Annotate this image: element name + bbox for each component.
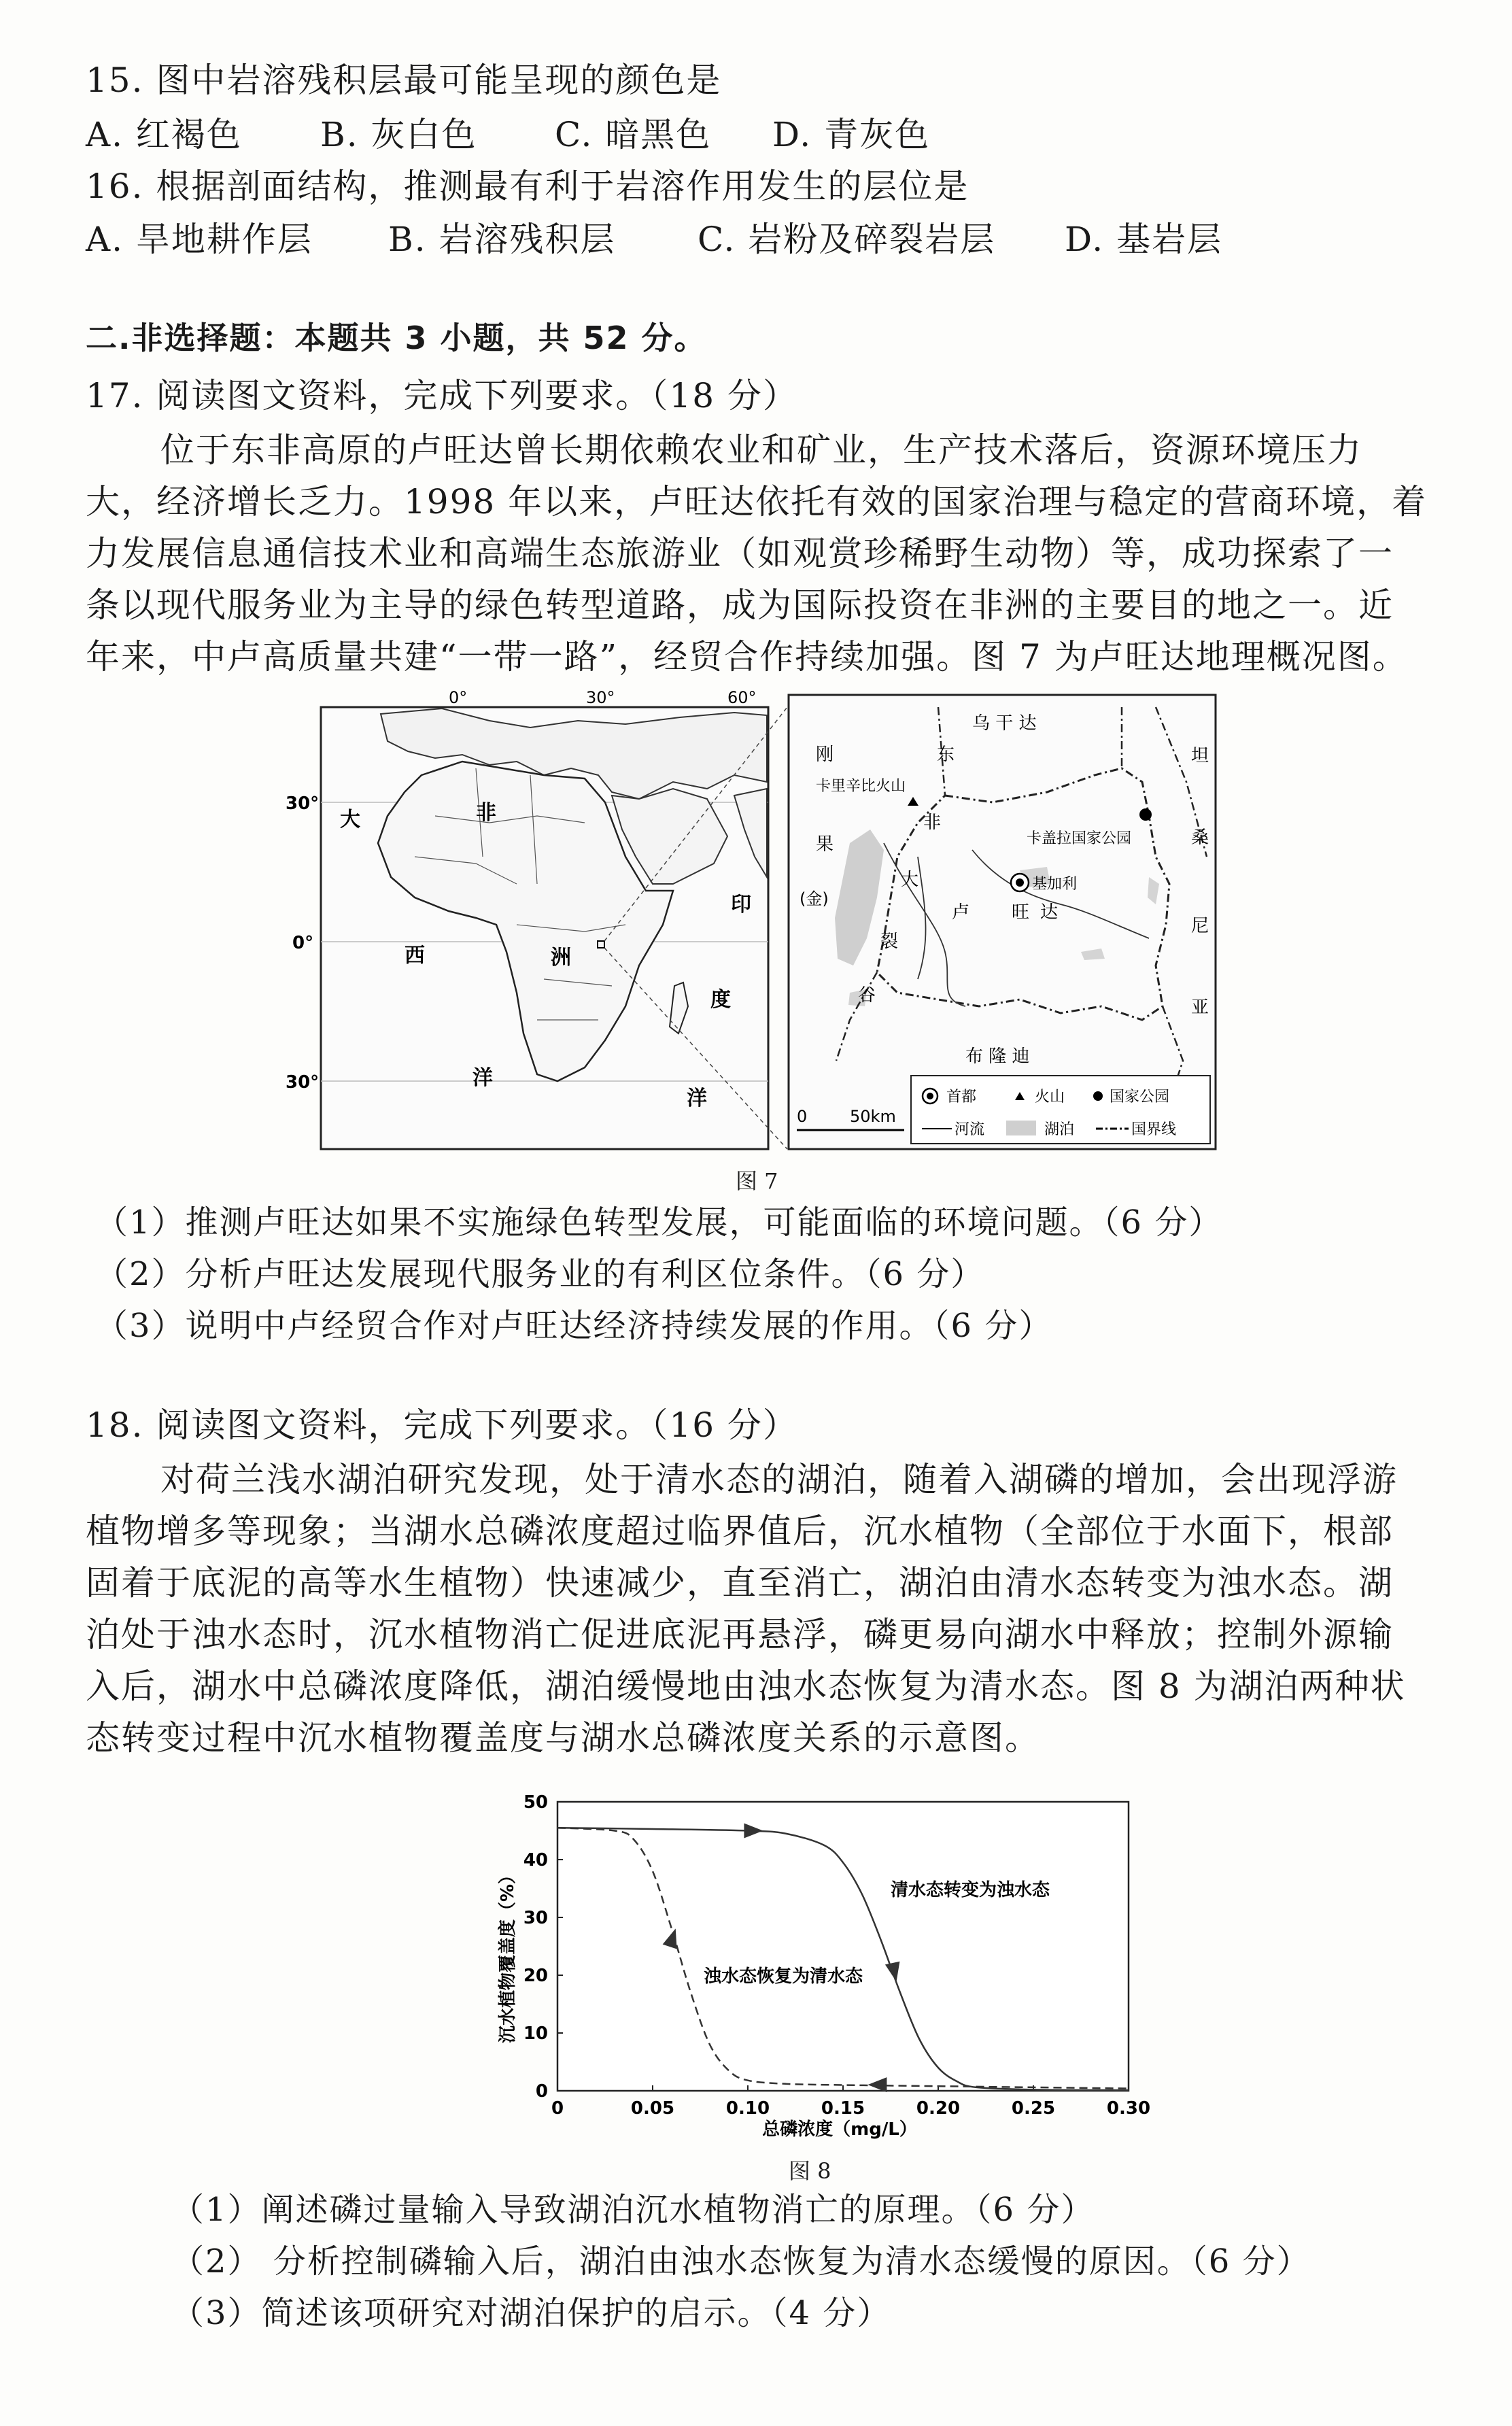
legend-park-icon — [1093, 1091, 1103, 1101]
lon-label-30: 30° — [586, 688, 615, 707]
lat-label-0: 0° — [292, 933, 314, 953]
x-tick-label: 0.20 — [916, 2098, 961, 2119]
q18-para-line-4: 泊处于浊水态时，沉水植物消亡促进底泥再悬浮，磷更易向湖水中释放；控制外源输 — [86, 1615, 1394, 1654]
lat-label-30s: 30° — [286, 1072, 320, 1093]
africa-map — [286, 688, 787, 1149]
q17-para-line-4: 条以现代服务业为主导的绿色转型道路，成为国际投资在非洲的主要目的地之一。近 — [86, 585, 1394, 625]
legend-capital: 首都 — [946, 1089, 977, 1106]
label-du: 度 — [710, 988, 731, 1012]
q16-option-c: C. 岩粉及碎裂岩层 — [698, 220, 996, 259]
q18-sub-2: （2） 分析控制磷输入后，湖泊由浊水态恢复为清水态缓慢的原因。（6 分） — [171, 2242, 1311, 2280]
figure-8-chart — [476, 1768, 1156, 2149]
label-jin: (金) — [800, 889, 829, 908]
x-tick-label: 0.10 — [725, 2098, 770, 2119]
label-guo: 果 — [816, 834, 834, 855]
q18-stem: 18. 阅读图文资料，完成下列要求。（16 分） — [86, 1405, 798, 1445]
label-park: 卡盖拉国家公园 — [1027, 830, 1132, 847]
q16-option-b: B. 岩溶残积层 — [388, 220, 616, 259]
legend-volcano: 火山 — [1035, 1089, 1065, 1106]
q17-sub-2: （2）分析卢旺达发展现代服务业的有利区位条件。（6 分） — [95, 1255, 985, 1293]
label-da: 大 — [340, 808, 360, 832]
series-label-clear-to-turbid: 清水态转变为浊水态 — [891, 1880, 1050, 1900]
chart-axes — [523, 1792, 1150, 2119]
q18-sub-3: （3）简述该项研究对湖泊保护的启示。（4 分） — [171, 2294, 891, 2332]
legend-border: 国界线 — [1131, 1121, 1177, 1138]
label-yang-atlantic: 洋 — [472, 1066, 493, 1090]
x-tick-label: 0.30 — [1106, 2098, 1151, 2119]
q15-stem: 15. 图中岩溶残积层最可能呈现的颜色是 — [86, 61, 722, 100]
q17-para-line-3: 力发展信息通信技术业和高端生态旅游业（如观赏珍稀野生动物）等，成功探索了一 — [86, 534, 1394, 573]
label-rift-5: 谷 — [858, 985, 876, 1006]
label-lu: 卢 — [952, 902, 970, 923]
label-capital: 基加利 — [1032, 876, 1078, 893]
q15-option-c: C. 暗黑色 — [555, 115, 712, 154]
legend-lake-icon — [1006, 1121, 1036, 1135]
q17-para-line-1: 位于东非高原的卢旺达曾长期依赖农业和矿业，生产技术落后，资源环境压力 — [160, 430, 1362, 470]
q17-para-line-5: 年来，中卢高质量共建“一带一路”，经贸合作持续加强。图 7 为卢旺达地理概况图。 — [86, 637, 1408, 677]
label-ya: 亚 — [1191, 997, 1209, 1018]
label-fei: 非 — [476, 801, 496, 825]
lon-label-60: 60° — [727, 688, 757, 707]
q15-option-b: B. 灰白色 — [320, 115, 477, 154]
y-tick-label: 0 — [535, 2081, 548, 2102]
x-tick-label: 0.05 — [630, 2098, 675, 2119]
label-gang: 刚 — [816, 745, 834, 765]
x-tick-label: 0.15 — [821, 2098, 865, 2119]
label-tan: 坦 — [1191, 746, 1209, 766]
label-rift-3: 大 — [901, 870, 919, 890]
figure-7-caption: 图 7 — [736, 1168, 778, 1194]
label-wang: 旺 — [1012, 902, 1030, 923]
q15-option-a: A. 红褐色 — [86, 115, 242, 154]
label-rift-1: 东 — [937, 745, 955, 765]
lat-label-30n: 30° — [286, 793, 320, 814]
q17-sub-1: （1）推测卢旺达如果不实施绿色转型发展，可能面临的环境问题。（6 分） — [95, 1203, 1223, 1242]
label-rift-2: 非 — [923, 813, 942, 833]
chart-xlabel: 总磷浓度（mg/L） — [762, 2119, 917, 2140]
q17-para-line-2: 大，经济增长乏力。1998 年以来，卢旺达依托有效的国家治理与稳定的营商环境，着 — [86, 482, 1428, 522]
q15-option-d: D. 青灰色 — [772, 115, 931, 154]
plot-frame — [557, 1802, 1129, 2091]
legend-lake: 湖泊 — [1044, 1121, 1075, 1138]
label-xi: 西 — [405, 944, 425, 968]
q18-para-line-6: 态转变过程中沉水植物覆盖度与湖水总磷浓度关系的示意图。 — [86, 1718, 1040, 1758]
scale-dist: 50km — [850, 1107, 896, 1126]
y-tick-label: 20 — [523, 1966, 548, 1986]
y-tick-label: 50 — [523, 1792, 548, 1813]
q17-sub-3: （3）说明中卢经贸合作对卢旺达经济持续发展的作用。（6 分） — [95, 1307, 1053, 1345]
x-tick-label: 0.25 — [1011, 2098, 1056, 2119]
label-volcano: 卡里辛比火山 — [816, 778, 906, 795]
q16-option-d: D. 基岩层 — [1065, 220, 1223, 259]
q16-option-a: A. 旱地耕作层 — [86, 220, 313, 259]
label-yang-indian: 洋 — [687, 1087, 707, 1110]
q18-para-line-1: 对荷兰浅水湖泊研究发现，处于清水态的湖泊，随着入湖磷的增加，会出现浮游 — [160, 1460, 1398, 1499]
legend-river: 河流 — [955, 1121, 985, 1138]
label-sang: 桑 — [1191, 827, 1209, 848]
label-uganda: 乌 干 达 — [972, 713, 1037, 734]
q18-sub-1: （1）阐述磷过量输入导致湖泊沉水植物消亡的原理。（6 分） — [171, 2191, 1095, 2229]
label-yin: 印 — [731, 893, 751, 917]
q17-stem: 17. 阅读图文资料，完成下列要求。（18 分） — [86, 376, 798, 415]
q18-para-line-2: 植物增多等现象；当湖水总磷浓度超过临界值后，沉水植物（全部位于水面下，根部 — [86, 1511, 1394, 1551]
lon-label-0: 0° — [449, 688, 468, 707]
y-tick-label: 10 — [523, 2023, 548, 2044]
x-tick-label: 0 — [551, 2098, 564, 2119]
series-label-turbid-to-clear: 浊水态恢复为清水态 — [704, 1966, 863, 1987]
y-tick-label: 30 — [523, 1908, 548, 1928]
chart-ylabel: 沉水植物覆盖度（%） — [498, 1866, 518, 2044]
legend-park: 国家公园 — [1110, 1089, 1170, 1106]
label-rift-4: 裂 — [880, 932, 899, 952]
label-da-rwanda: 达 — [1040, 902, 1059, 923]
q16-stem: 16. 根据剖面结构，推测最有利于岩溶作用发生的层位是 — [86, 167, 969, 206]
q18-para-line-5: 入后，湖水中总磷浓度降低，湖泊缓慢地由浊水态恢复为清水态。图 8 为湖泊两种状 — [86, 1667, 1406, 1706]
section2-heading: 二.非选择题：本题共 3 小题，共 52 分。 — [86, 320, 707, 356]
label-burundi: 布 隆 迪 — [965, 1046, 1030, 1067]
label-ni: 尼 — [1191, 916, 1209, 936]
q18-para-line-3: 固着于底泥的高等水生植物）快速减少，直至消亡，湖泊由清水态转变为浊水态。湖 — [86, 1563, 1394, 1603]
national-park-icon — [1139, 808, 1152, 821]
scale-zero: 0 — [797, 1107, 808, 1126]
label-zhou: 洲 — [551, 946, 571, 970]
rwanda-map — [789, 695, 1216, 1149]
figure-8-caption: 图 8 — [789, 2158, 831, 2184]
y-tick-label: 40 — [523, 1850, 548, 1870]
